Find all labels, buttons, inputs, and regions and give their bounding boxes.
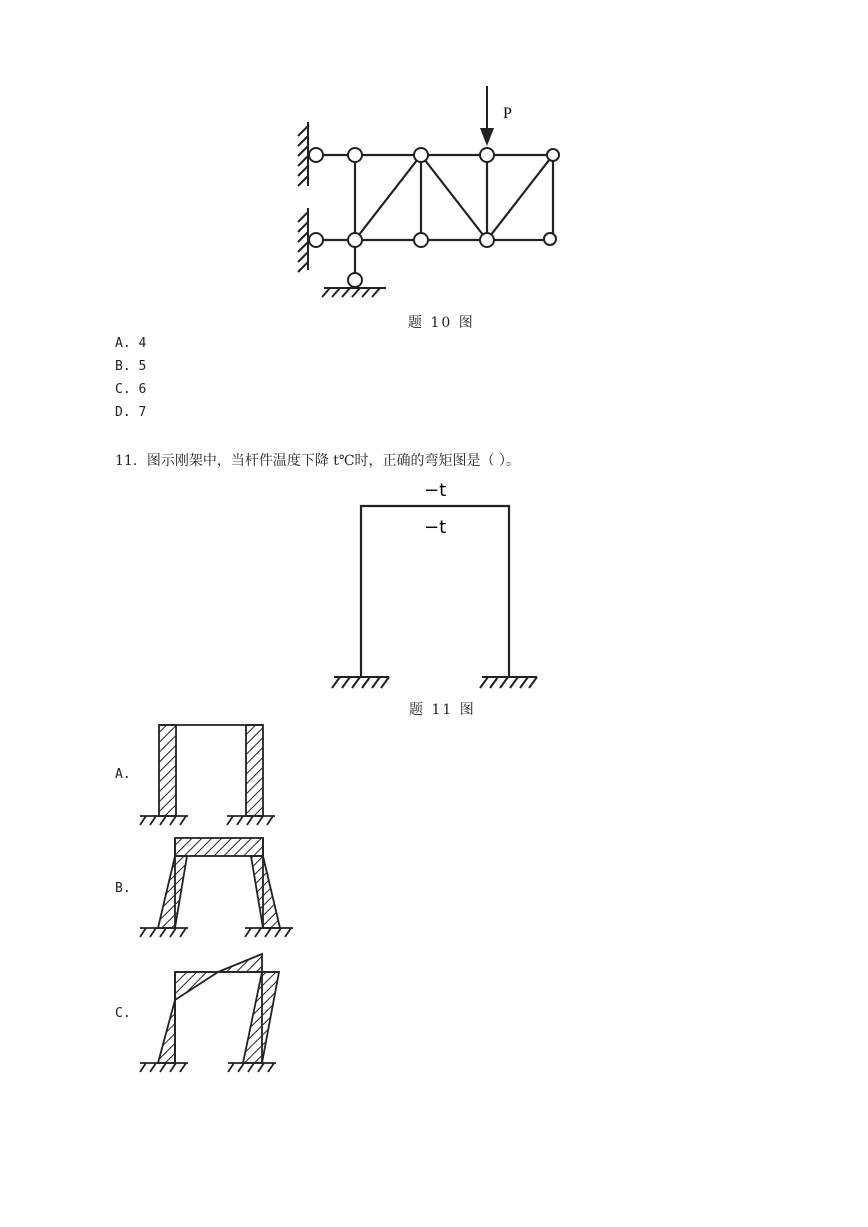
- q10-option-a[interactable]: A. 4: [115, 336, 147, 351]
- q10-option-b[interactable]: B. 5: [115, 359, 147, 374]
- wall-support-top: [298, 122, 308, 186]
- q10-caption: 题 10 图: [408, 315, 475, 331]
- q11-caption: 题 11 图: [409, 702, 476, 718]
- frame-support-right: [480, 677, 537, 688]
- load-label: P: [503, 105, 512, 122]
- truss-joints: [309, 148, 559, 287]
- wall-support-bottom: [298, 208, 308, 272]
- option-c-diagram: [140, 954, 279, 1072]
- q10-option-d[interactable]: D. 7: [115, 405, 147, 420]
- q11-option-b[interactable]: B.: [115, 881, 131, 896]
- frame-support-left: [332, 677, 389, 688]
- q10-option-c[interactable]: C. 6: [115, 382, 147, 397]
- option-a-diagram: [140, 725, 275, 825]
- truss-figure: [0, 0, 868, 320]
- option-b-diagram: [140, 838, 293, 937]
- truss-members: [308, 155, 553, 280]
- q11-option-a[interactable]: A.: [115, 767, 131, 782]
- temp-label-inner: −t: [424, 517, 447, 538]
- q11-option-c[interactable]: C.: [115, 1006, 131, 1021]
- load-arrow: [480, 86, 494, 146]
- ground-support: [322, 288, 386, 297]
- q11-question: 11．图示刚架中，当杆件温度下降 t℃时，正确的弯矩图是（ ）。: [115, 453, 521, 469]
- portal-frame: [361, 506, 509, 677]
- temp-label-outer: −t: [424, 480, 447, 501]
